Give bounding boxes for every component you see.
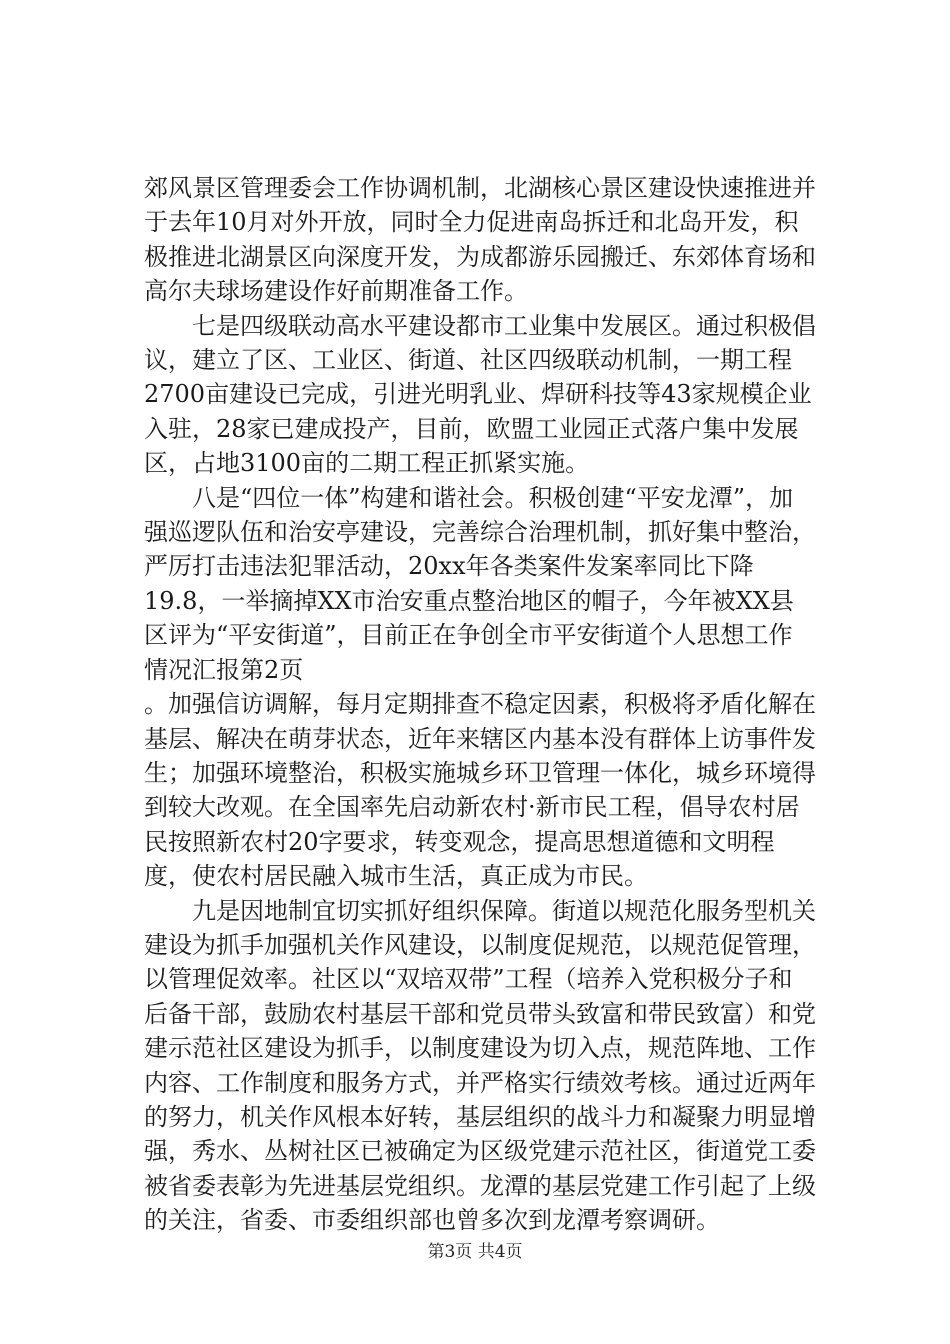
page-footer: 第3页 共4页 <box>427 1242 523 1262</box>
paragraph-petition-mediation: 。加强信访调解，每月定期排查不稳定因素，积极将矛盾化解在基层、解决在萌芽状态，近年来辖区内基本没有群体上访事件发生；加强环境整治，积极实施城乡环卫管理一体化，城乡环境得到较大改观。在全国率先启动新农村·新市民工程，倡导农村居民按照新农村20字要求，转变观念，提高思想道德和文明程度，使农村居民融入城市生活，真正成为市民。 <box>144 690 816 891</box>
paragraph-industrial-zone: 七是四级联动高水平建设都市工业集中发展区。通过积极倡议，建立了区、工业区、街道、社区四级联动机制，一期工程2700亩建设已完成，引进光明乳业、焊研科技等43家规模企业入驻，28家已建成投产，目前，欧盟工业园正式落户集中发展区，占地3100亩的二期工程正抓紧实施。 <box>144 311 816 478</box>
paragraph-organization-guarantee: 九是因地制宜切实抓好组织保障。街道以规范化服务型机关建设为抓手加强机关作风建设，以制度促规范，以规范促管理，以管理促效率。社区以“双培双带”工程（培养入党积极分子和后备干部，鼓励农村基层干部和党员带头致富和带民致富）和党建示范社区建设为抓手，以制度建设为切入点，规范阵地、工作内容、工作制度和服务方式，并严格实行绩效考核。通过近两年的努力，机关作风根本好转，基层组织的战斗力和凝聚力明显增强，秀水、丛树社区已被确定为区级党建示范社区，街道党工委被省委表彰为先进基层党组织。龙潭的基层党建工作引起了上级的关注，省委、市委组织部也曾多次到龙潭考察调研。 <box>144 896 816 1235</box>
paragraph-harmonious-society: 八是“四位一体”构建和谐社会。积极创建“平安龙潭”，加强巡逻队伍和治安亭建设，完善综合治理机制，抓好集中整治，严厉打击违法犯罪活动，20xx年各类案件发案率同比下降19.8，一举摘掉XX市治安重点整治地区的帽子，今年被XX县区评为“平安街道”，目前正在争创全市平安街道个人思想工作情况汇报第2页 <box>144 483 816 684</box>
paragraph-continuation: 郊风景区管理委会工作协调机制，北湖核心景区建设快速推进并于去年10月对外开放，同时全力促进南岛拆迁和北岛开发，积极推进北湖景区向深度开发，为成都游乐园搬迁、东郊体育场和高尔夫球场建设作好前期准备工作。 <box>144 174 816 306</box>
document-body <box>144 171 816 1238</box>
